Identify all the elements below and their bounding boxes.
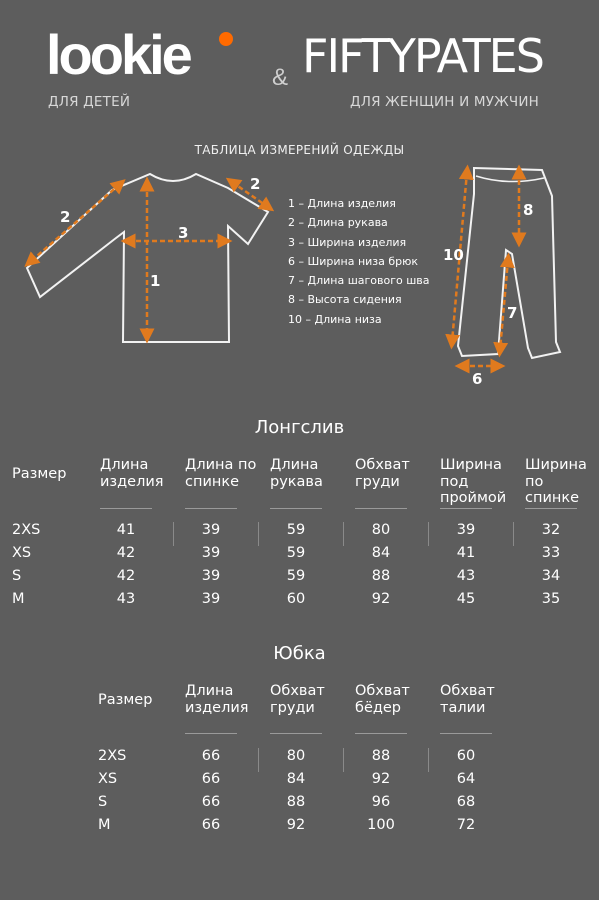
longsleeve-header-underline: [440, 508, 492, 509]
longsleeve-column-header-line: по спинке: [525, 473, 580, 506]
shirt-label-sleeve-right: 2: [250, 175, 261, 193]
skirt-column-header-line: изделия: [185, 699, 249, 716]
longsleeve-cell: 92: [371, 591, 391, 607]
longsleeve-cell: 43: [456, 568, 476, 584]
shirt-label-width: 3: [178, 224, 189, 242]
pants-label-seat: 8: [523, 201, 534, 219]
longsleeve-column-header-line: Длина: [270, 457, 319, 473]
longsleeve-cell: 39: [201, 591, 221, 607]
brand-right-subtitle: ДЛЯ ЖЕНЩИН И МУЖЧИН: [350, 94, 540, 110]
longsleeve-column-separator: [173, 522, 174, 546]
longsleeve-header-underline: [355, 508, 407, 509]
legend-item: 10 – Длина низа: [288, 312, 382, 326]
skirt-cell: 84: [286, 771, 306, 787]
skirt-column-separator: [343, 748, 344, 772]
skirt-column-separator: [428, 748, 429, 772]
skirt-row-size: S: [98, 794, 108, 810]
skirt-column-header-line: бёдер: [355, 699, 402, 716]
longsleeve-cell: 59: [286, 545, 306, 561]
longsleeve-row-size: 2XS: [12, 522, 41, 538]
skirt-column-header-line: Обхват: [355, 683, 410, 699]
longsleeve-cell: 32: [541, 522, 561, 538]
skirt-cell: 88: [286, 794, 306, 810]
measurement-legend: [288, 194, 430, 329]
longsleeve-column-header: [440, 457, 506, 507]
skirt-cell: 64: [456, 771, 476, 787]
longsleeve-cell: 42: [116, 568, 136, 584]
pants-label-outseam: 10: [443, 246, 464, 264]
longsleeve-column-header-line: Ширина: [440, 457, 502, 473]
longsleeve-column-header-line: изделия: [100, 473, 164, 490]
skirt-title: Юбка: [273, 643, 326, 664]
skirt-cell: 60: [456, 748, 476, 764]
brand-logo-left: lookie: [46, 23, 190, 86]
longsleeve-row-size: XS: [12, 545, 32, 561]
skirt-cell: 100: [367, 817, 395, 833]
longsleeve-header-underline: [100, 508, 152, 509]
longsleeve-header-underline: [525, 508, 577, 509]
brand-logo-right: FIFTYPATES: [302, 29, 543, 83]
longsleeve-cell: 80: [371, 522, 391, 538]
longsleeve-column-header-line: груди: [355, 473, 400, 490]
longsleeve-title: Лонгслив: [254, 417, 345, 438]
longsleeve-row-size: S: [12, 568, 22, 584]
longsleeve-cell: 39: [456, 522, 476, 538]
longsleeve-column-header: [355, 457, 410, 490]
longsleeve-column-header-line: Длина по: [185, 457, 257, 473]
pants-label-hem: 6: [472, 370, 483, 388]
longsleeve-column-separator: [428, 522, 429, 546]
longsleeve-cell: 34: [541, 568, 561, 584]
shirt-label-length: 1: [150, 272, 161, 290]
longsleeve-cell: 88: [371, 568, 391, 584]
skirt-cell: 96: [371, 794, 391, 810]
pants-outline: [458, 168, 560, 358]
longsleeve-column-header-line: Обхват: [355, 457, 410, 473]
skirt-row-size: XS: [98, 771, 118, 787]
longsleeve-cell: 59: [286, 568, 306, 584]
longsleeve-column-header-line: проймой: [440, 490, 507, 506]
longsleeve-column-header: [185, 457, 256, 490]
legend-item: 1 – Длина изделия: [288, 197, 396, 210]
longsleeve-cell: 41: [456, 545, 476, 561]
skirt-cell: 68: [456, 794, 476, 810]
skirt-row-size: 2XS: [98, 748, 127, 764]
brand-left-subtitle: ДЛЯ ДЕТЕЙ: [48, 94, 131, 110]
legend-item: 2 – Длина рукава: [288, 216, 388, 230]
longsleeve-column-header-line: Ширина: [525, 457, 587, 473]
legend-item: 3 – Ширина изделия: [288, 235, 407, 249]
skirt-size-header: Размер: [98, 692, 153, 708]
longsleeve-header-underline: [270, 508, 322, 509]
legend-item: 8 – Высота сидения: [288, 293, 402, 307]
skirt-row-size: M: [98, 817, 111, 833]
longsleeve-cell: 39: [201, 522, 221, 538]
longsleeve-column-header-line: под: [440, 473, 469, 490]
skirt-header-underline: [270, 733, 322, 734]
longsleeve-column-separator: [343, 522, 344, 546]
skirt-column-header: [185, 683, 249, 716]
skirt-column-header-line: Длина: [185, 683, 234, 699]
longsleeve-cell: 33: [541, 545, 561, 561]
skirt-column-header-line: Обхват: [270, 683, 325, 699]
skirt-cell: 92: [371, 771, 391, 787]
longsleeve-cell: 42: [116, 545, 136, 561]
skirt-cell: 72: [456, 817, 476, 833]
skirt-cell: 66: [201, 817, 221, 833]
longsleeve-column-header: [525, 457, 599, 507]
legend-item: 7 – Длина шагового шва: [288, 274, 430, 288]
longsleeve-cell: 43: [116, 591, 136, 607]
skirt-cell: 66: [201, 748, 221, 764]
ampersand: &: [272, 64, 289, 91]
pants-label-inseam: 7: [507, 304, 518, 322]
skirt-cell: 66: [201, 771, 221, 787]
longsleeve-cell: 41: [116, 522, 136, 538]
longsleeve-column-separator: [513, 522, 514, 546]
skirt-column-header-line: талии: [440, 699, 486, 716]
skirt-cell: 88: [371, 748, 391, 764]
longsleeve-column-header: [100, 457, 164, 490]
longsleeve-column-header-line: спинке: [185, 473, 240, 490]
longsleeve-cell: 39: [201, 545, 221, 561]
longsleeve-column-header: [270, 457, 323, 490]
skirt-header-underline: [185, 733, 237, 734]
shirt-label-sleeve-left: 2: [60, 208, 71, 226]
skirt-column-header: [270, 683, 325, 716]
skirt-column-separator: [258, 748, 259, 772]
longsleeve-size-header: Размер: [12, 466, 67, 482]
skirt-cell: 66: [201, 794, 221, 810]
skirt-cell: 80: [286, 748, 306, 764]
longsleeve-cell: 45: [456, 591, 476, 607]
skirt-column-header-line: Обхват: [440, 683, 495, 699]
longsleeve-cell: 39: [201, 568, 221, 584]
longsleeve-row-size: M: [12, 591, 25, 607]
diagram-title: ТАБЛИЦА ИЗМЕРЕНИЙ ОДЕЖДЫ: [194, 143, 405, 157]
longsleeve-cell: 35: [541, 591, 561, 607]
skirt-column-header: [440, 683, 495, 716]
skirt-header-underline: [355, 733, 407, 734]
skirt-column-header: [355, 683, 410, 716]
skirt-column-header-line: груди: [270, 699, 315, 716]
skirt-cell: 92: [286, 817, 306, 833]
skirt-header-underline: [440, 733, 492, 734]
longsleeve-column-separator: [258, 522, 259, 546]
longsleeve-header-underline: [185, 508, 237, 509]
longsleeve-cell: 59: [286, 522, 306, 538]
longsleeve-column-header-line: Длина: [100, 457, 149, 473]
longsleeve-column-header-line: рукава: [270, 473, 323, 490]
longsleeve-cell: 84: [371, 545, 391, 561]
longsleeve-cell: 60: [286, 591, 306, 607]
legend-item: 6 – Ширина низа брюк: [288, 254, 419, 268]
